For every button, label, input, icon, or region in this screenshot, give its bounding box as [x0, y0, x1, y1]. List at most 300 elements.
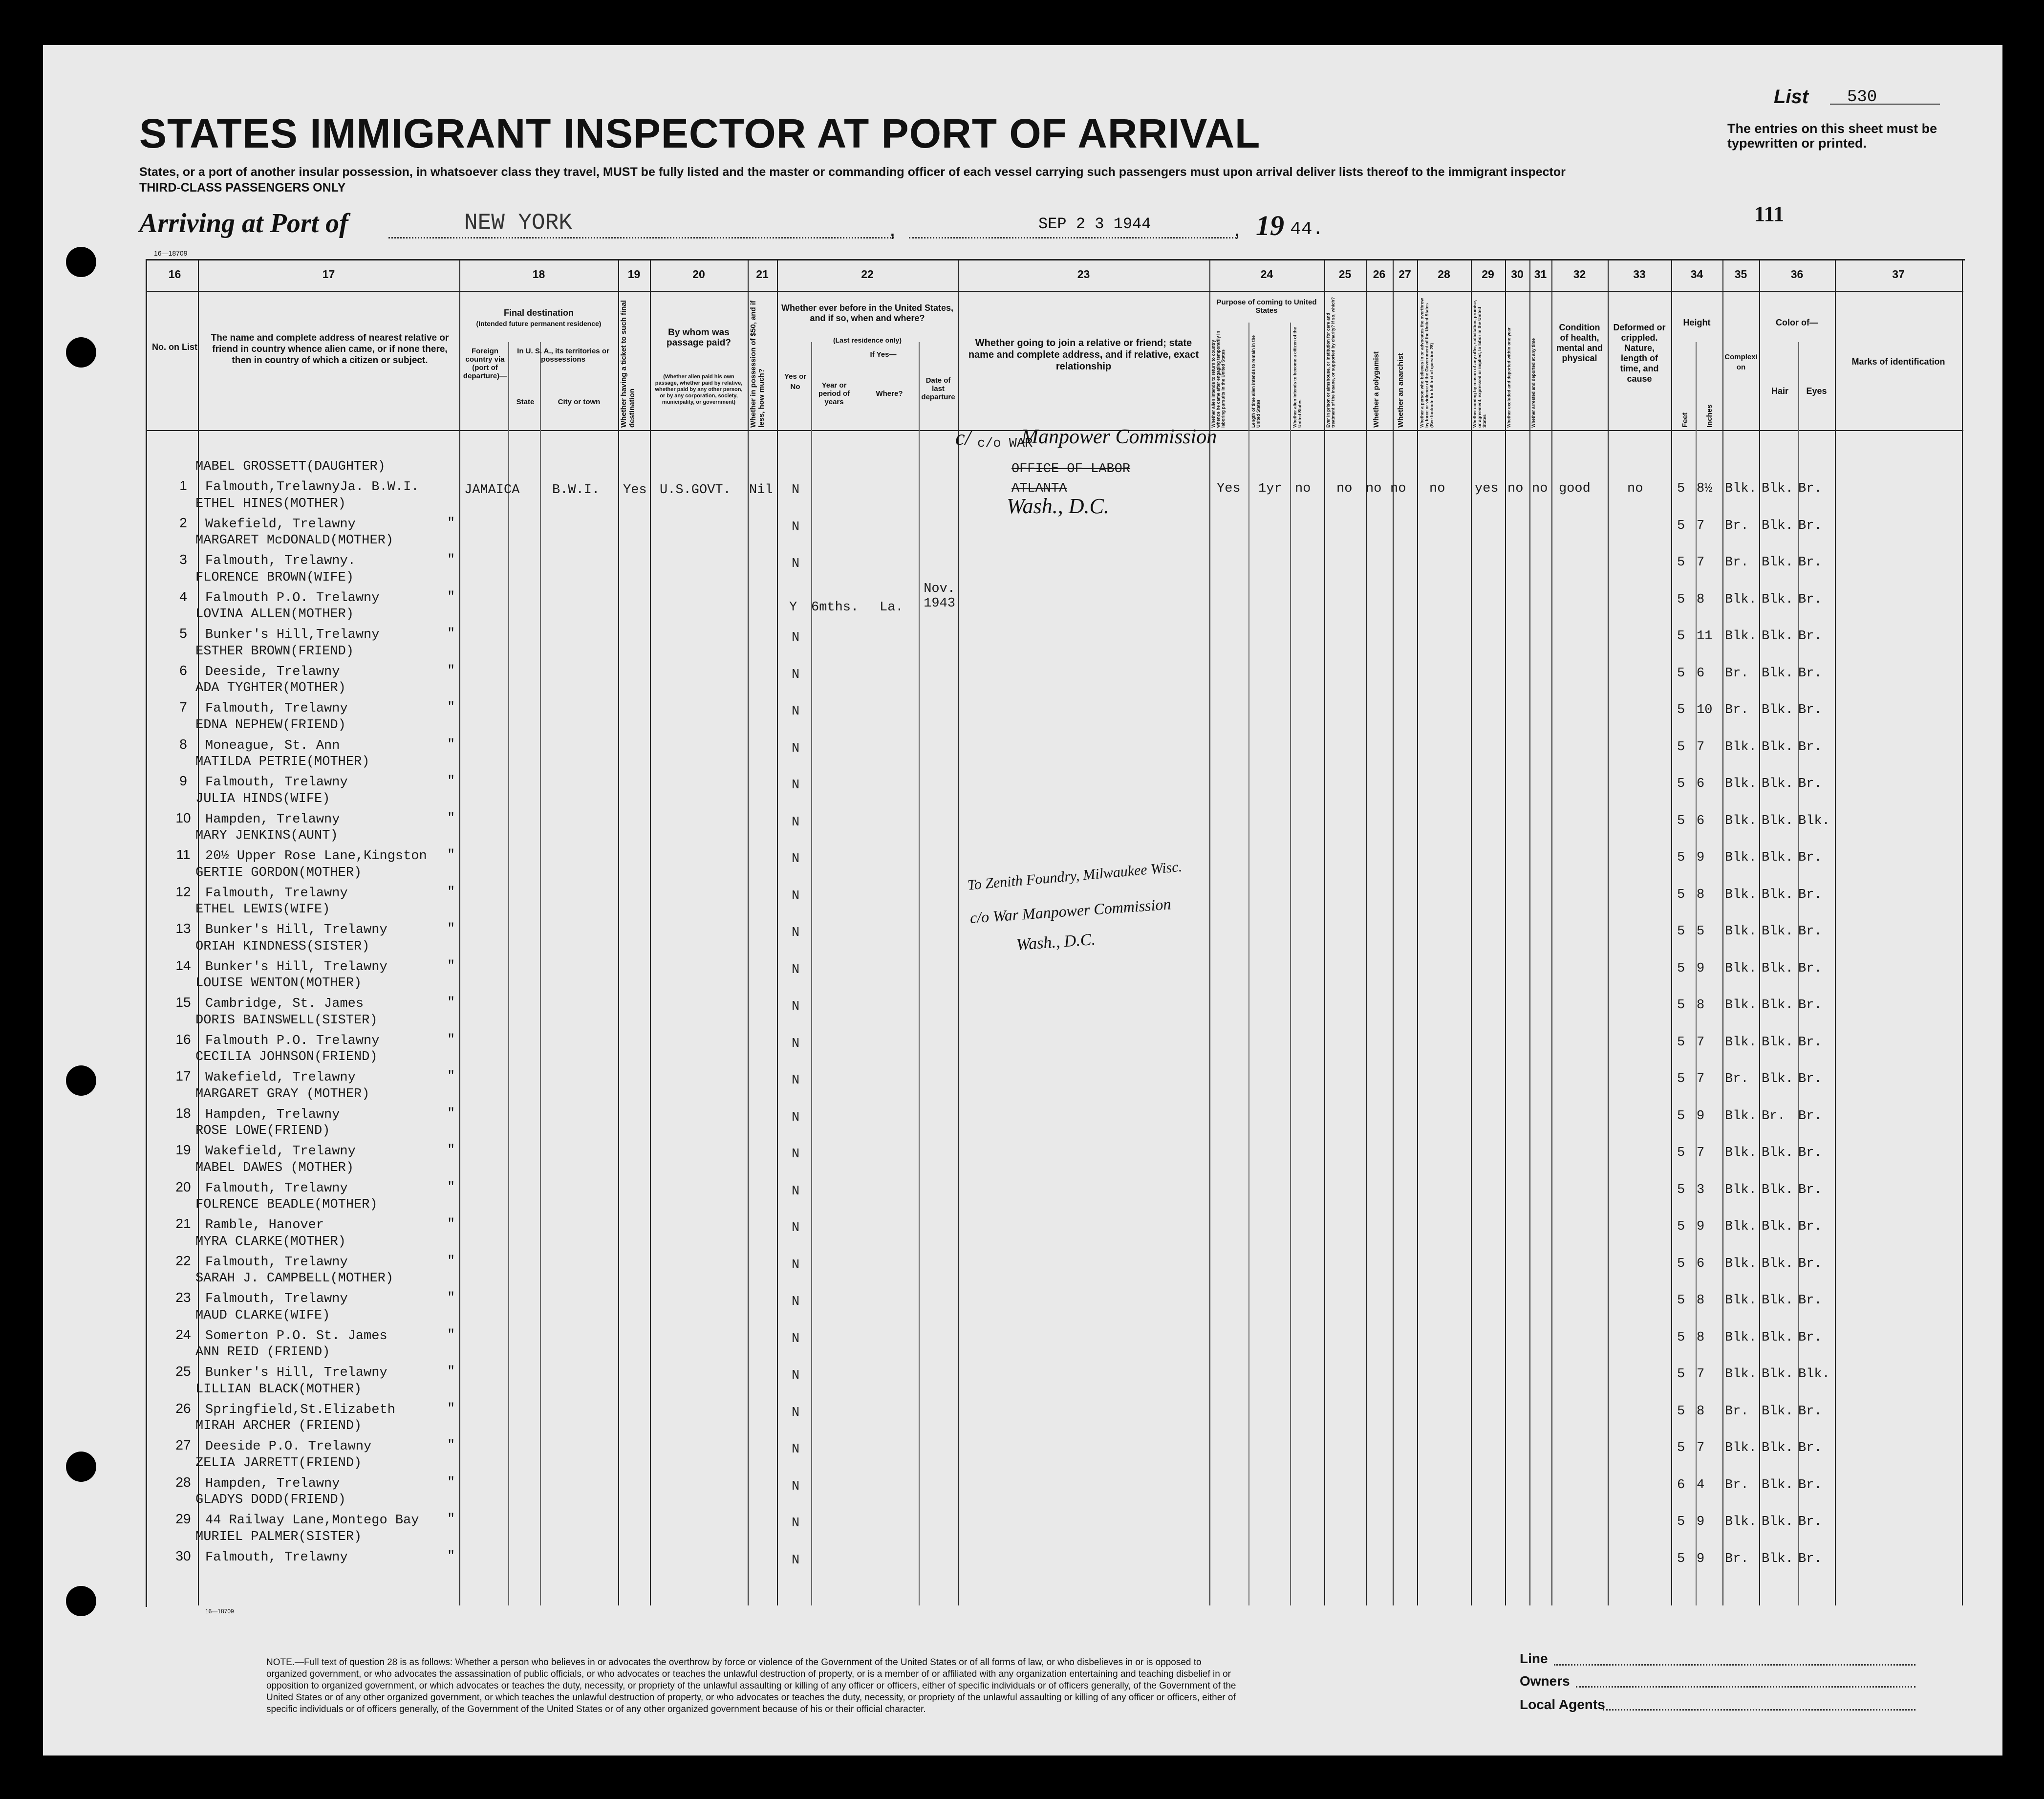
height-inches: 7 [1697, 555, 1705, 570]
row-number: 18 [175, 1105, 191, 1121]
ditto-mark: " [447, 516, 455, 531]
relative-address: Moneague, St. Ann [205, 738, 340, 753]
row1-q25: no [1336, 481, 1353, 496]
row1-health: good [1559, 481, 1591, 496]
ditto-mark: " [447, 1180, 455, 1195]
eye-color: Br. [1798, 998, 1822, 1013]
hdr-foreign-country: Foreign country via (port of departure)— [463, 347, 507, 380]
relative-address: Falmouth, Trelawny [205, 1292, 348, 1306]
hdr-yes-no: Yes or No [784, 372, 807, 391]
row1-q30: no [1507, 481, 1524, 496]
hdr-feet: Feet [1681, 412, 1689, 428]
eye-color: Br. [1798, 1182, 1822, 1197]
row-number: 20 [175, 1179, 191, 1194]
relative-name: MARGARET McDONALD(MOTHER) [195, 533, 394, 548]
hair-color: Blk. [1762, 1515, 1793, 1529]
hdr-ticket: Whether having a ticket to such final destination [620, 300, 636, 428]
hair-color: Blk. [1762, 1293, 1793, 1308]
height-feet: 5 [1677, 998, 1685, 1013]
complexion: Br. [1725, 1551, 1749, 1566]
row-number: 5 [179, 626, 187, 641]
ditto-mark: " [447, 811, 455, 826]
height-inches: 6 [1697, 777, 1705, 791]
complexion: Blk. [1725, 629, 1757, 644]
height-feet: 5 [1677, 1256, 1685, 1271]
height-feet: 5 [1677, 924, 1685, 939]
col-num: 32 [1573, 268, 1586, 281]
row-number: 23 [175, 1290, 191, 1305]
ditto-mark: " [447, 1475, 455, 1490]
form-subtitle: States, or a port of another insular possession, in whatsoever class they travel, MUST be fully listed and the master or commanding officer of each vessel carrying such passengers must upon arrival deliver lists thereof to the immigrant inspector [139, 165, 1566, 179]
hdr-complexion: Complexion [1724, 353, 1758, 371]
relative-address: Hampden, Trelawny [205, 1476, 340, 1491]
relative-address: Wakefield, Trelawny [205, 1144, 356, 1159]
hdr-no-on-list: No. on List [152, 342, 197, 352]
eye-color: Br. [1798, 1256, 1822, 1271]
relative-name: LOUISE WENTON(MOTHER) [195, 976, 362, 991]
eye-color: Br. [1798, 1441, 1822, 1455]
hdr-relative: The name and complete address of nearest relative or friend in country whence alien came, or if none there, then in country of which a citizen or subject. [211, 333, 449, 366]
relative-address: Bunker's Hill, Trelawny [205, 923, 387, 937]
relative-name: ORIAH KINDNESS(SISTER) [195, 939, 370, 954]
prior-visit-yes-no: N [792, 483, 800, 498]
height-feet: 5 [1677, 1441, 1685, 1455]
complexion: Blk. [1725, 850, 1757, 865]
height-feet: 5 [1677, 555, 1685, 570]
hdr-height: Height [1683, 318, 1711, 327]
row-number: 17 [175, 1068, 191, 1084]
hdr-passage-note: (Whether alien paid his own passage, whether paid by relative, whether paid by any other person, or by any corporation, society, municipality, or government) [655, 374, 743, 405]
height-feet: 5 [1677, 1515, 1685, 1529]
complexion: Blk. [1725, 1219, 1757, 1234]
list-number: 530 [1847, 88, 1877, 107]
height-feet: 5 [1677, 887, 1685, 902]
height-feet: 5 [1677, 1182, 1685, 1197]
relative-address: Falmouth P.O. Trelawny [205, 1033, 380, 1048]
col-num: 34 [1690, 268, 1703, 281]
height-inches: 8 [1697, 1330, 1705, 1345]
ditto-mark: " [447, 885, 455, 900]
arrival-date-stamp: SEP 2 3 1944 [1038, 215, 1151, 233]
hair-color: Blk. [1762, 850, 1793, 865]
complexion: Blk. [1725, 1330, 1757, 1345]
hair-color: Blk. [1762, 1182, 1793, 1197]
hdr-hair: Hair [1771, 386, 1788, 396]
ditto-mark: " [447, 1401, 455, 1416]
eye-color: Br. [1798, 1330, 1822, 1345]
complexion: Br. [1725, 555, 1749, 570]
row1-purpose-c: no [1295, 481, 1311, 496]
relative-name: ETHEL LEWIS(WIFE) [195, 902, 330, 917]
complexion: Blk. [1725, 1182, 1757, 1197]
hair-color: Blk. [1762, 629, 1793, 644]
prior-visit-yes-no: N [792, 926, 800, 940]
eye-color: Br. [1798, 1219, 1822, 1234]
col-num: 31 [1534, 268, 1547, 281]
relative-address: Falmouth P.O. Trelawny [205, 590, 380, 606]
eye-color: Br. [1798, 1404, 1822, 1419]
ditto-mark: " [447, 1217, 455, 1232]
prior-visit-yes-no: N [792, 889, 800, 904]
eye-color: Br. [1798, 961, 1822, 976]
col-num: 29 [1482, 268, 1494, 281]
row-number: 26 [175, 1400, 191, 1416]
hair-color: Blk. [1762, 924, 1793, 939]
height-feet: 5 [1677, 666, 1685, 681]
complexion: Br. [1725, 1404, 1749, 1419]
row1-q26: no [1366, 481, 1382, 496]
relative-address: Somerton P.O. St. James [205, 1328, 387, 1344]
footnote-question-28: NOTE.—Full text of question 28 is as follows: Whether a person who believes in or advocates the overthrow by force or violence of the Government of the United States or of all forms of law, or who disbelieves in or is opposed to organized government, or who advocates the assassination of public officials, or who advocates or teaches the unlawful destruction of property, or is a member of or affiliated with any organization entertaining and teaching disbelief in or opposition to organized government, or which advocates or teaches the duty, necessity, or propriety of the unlawful assaulting or killing of any officer or officers, either of specific individuals or of officers generally, of the Government of the United States or of any other organized government, or which teaches the unlawful destruction of property, or who advocates or teaches the duty, necessity, or propriety of the unlawful assaulting or killing of any officer or officers, either of specific individuals or of officers generally, of the Government of the United States or of any other organized government because of his or their official character. [266, 1657, 1236, 1714]
relative-address: Springfield,St.Elizabeth [205, 1402, 395, 1417]
col-num: 26 [1373, 268, 1386, 281]
eye-color: Blk. [1798, 1367, 1830, 1382]
hdr-q30: Whether excluded and deported within one year [1506, 327, 1511, 428]
complexion: Blk. [1725, 961, 1757, 976]
page-number: 111 [1754, 202, 1785, 226]
hdr-joining: Whether going to join a relative or friend; state name and complete address, and if relative, exact relationship [968, 338, 1199, 372]
height-feet: 5 [1677, 739, 1685, 755]
relative-name: MARGARET GRAY (MOTHER) [195, 1086, 370, 1102]
col-num: 21 [756, 268, 769, 281]
prior-visit-yes-no: N [792, 1073, 800, 1088]
prior-visit-yes-no: N [792, 741, 800, 756]
row-number: 16 [175, 1031, 191, 1047]
relative-address: Hampden, Trelawny [205, 812, 340, 827]
ditto-mark: " [447, 1365, 455, 1379]
relative-name: LOVINA ALLEN(MOTHER) [195, 607, 354, 622]
height-inches: 8 [1697, 998, 1705, 1013]
complexion: Br. [1725, 1072, 1749, 1086]
height-feet: 5 [1677, 850, 1685, 865]
hair-color: Blk. [1762, 1551, 1793, 1566]
height-feet: 5 [1677, 1404, 1685, 1419]
ditto-mark: " [447, 627, 455, 641]
relative-name: EDNA NEPHEW(FRIEND) [195, 717, 346, 733]
row1-purpose-b: 1yr [1258, 481, 1282, 496]
complexion: Blk. [1725, 481, 1757, 496]
ditto-mark: " [447, 922, 455, 936]
hdr-q29: Whether coming by reason of any offer, solicitation, promise, or agreement, expressed or implied, to labor in the United States [1472, 300, 1487, 428]
entry-instructions: The entries on this sheet must be typewritten or printed. [1727, 121, 1937, 151]
ditto-mark: " [447, 996, 455, 1010]
prior-visit-yes-no: N [792, 999, 800, 1014]
relative-name: ROSE LOWE(FRIEND) [195, 1124, 330, 1138]
height-inches: 9 [1697, 1108, 1705, 1124]
hair-color: Blk. [1762, 998, 1793, 1013]
ditto-mark: " [447, 1291, 455, 1305]
complexion: Blk. [1725, 592, 1757, 607]
col-num: 27 [1399, 268, 1411, 281]
eye-color: Br. [1798, 555, 1822, 570]
complexion: Blk. [1725, 1293, 1757, 1308]
prior-visit-yes-no: N [792, 1036, 800, 1051]
prior-visit-yes-no: N [792, 1516, 800, 1531]
row-number: 8 [179, 736, 187, 752]
joining-note1-city: Wash., D.C. [1007, 494, 1109, 518]
eye-color: Br. [1798, 703, 1822, 717]
complexion: Blk. [1725, 1108, 1757, 1124]
hdr-prison: Ever in prison or almshouse, or institution for care and treatment of the insane, or supported by charity? If so, which? [1326, 297, 1335, 428]
height-feet: 5 [1677, 1293, 1685, 1308]
eye-color: Br. [1798, 1515, 1822, 1529]
hdr-purpose-c: Whether alien intends to become a citizen of the United States [1292, 326, 1302, 428]
eye-color: Br. [1798, 739, 1822, 755]
relative-address: Ramble, Hanover [205, 1218, 324, 1233]
prior-visit-yes-no: N [792, 1110, 800, 1125]
hair-color: Blk. [1762, 739, 1793, 755]
relative-name: ETHEL HINES(MOTHER) [195, 496, 346, 511]
relative-address: Wakefield, Trelawny [205, 1070, 356, 1085]
relative-address: Falmouth, Trelawny. [205, 554, 356, 568]
prior-visit-yes-no: N [792, 1184, 800, 1199]
complexion: Blk. [1725, 887, 1757, 902]
relative-name: MARY JENKINS(AUNT) [195, 828, 338, 843]
hair-color: Blk. [1762, 1146, 1793, 1160]
ditto-mark: " [447, 553, 455, 567]
joining-note2-line1: To Zenith Foundry, Milwaukee Wisc. [967, 858, 1183, 893]
height-feet: 5 [1677, 813, 1685, 828]
eye-color: Br. [1798, 1108, 1822, 1124]
eye-color: Br. [1798, 850, 1822, 865]
relative-address: Bunker's Hill, Trelawny [205, 1366, 387, 1380]
prior-visit-yes-no: N [792, 1479, 800, 1494]
row-number: 3 [179, 552, 187, 567]
relative-address: Bunker's Hill,Trelawny [205, 628, 380, 642]
relative-address: Falmouth, Trelawny [205, 1550, 348, 1565]
complexion: Blk. [1725, 1035, 1757, 1050]
relative-address: Falmouth, Trelawny [205, 886, 348, 901]
relative-name: FOLRENCE BEADLE(MOTHER) [195, 1197, 378, 1212]
joining-note2-line2: c/o War Manpower Commission [969, 895, 1172, 927]
footer-line-label: Line [1520, 1651, 1548, 1666]
row1-country: JAMAICA [464, 483, 520, 498]
eye-color: Br. [1798, 924, 1822, 939]
hdr-purpose-a: Whether alien intends to return to country whence he came after engaging temporarily in laboring pursuits in the United States [1211, 330, 1226, 428]
col-num: 33 [1633, 268, 1646, 281]
height-inches: 9 [1697, 850, 1705, 865]
joining-note1-prefix: c/o WAR [977, 436, 1033, 451]
row1-q27: no [1390, 481, 1406, 496]
row-number: 7 [179, 699, 187, 715]
hdr-color-of: Color of— [1776, 318, 1818, 327]
prior-visit-yes-no: N [792, 520, 800, 535]
hdr-health: Condition of health, mental and physical [1556, 323, 1603, 363]
row4-prior-where: La. [880, 600, 904, 615]
ditto-mark: " [447, 1327, 455, 1343]
hdr-deformed: Deformed or crippled. Nature, length of time, and cause [1613, 323, 1666, 384]
row-number: 30 [175, 1548, 191, 1563]
row1-q29: yes [1475, 481, 1499, 496]
ditto-mark: " [447, 1143, 455, 1158]
hdr-q28: Whether a person who believes in or advocates the overthrow by force or violence of the Government of the United States (See footnote for full text of question 28) [1420, 298, 1434, 428]
row-number: 12 [175, 884, 191, 899]
height-feet: 5 [1677, 1072, 1685, 1086]
relative-name: MAUD CLARKE(WIFE) [195, 1308, 330, 1323]
ditto-mark: " [447, 1254, 455, 1269]
complexion: Br. [1725, 666, 1749, 681]
relative-address: Hampden, Trelawny [205, 1107, 340, 1122]
height-feet: 5 [1677, 703, 1685, 717]
prior-visit-yes-no: N [792, 1221, 800, 1235]
hdr-ever-before: Whether ever before in the United States, and if so, when and where? [781, 303, 954, 323]
hair-color: Blk. [1762, 1256, 1793, 1271]
height-inches: 6 [1697, 666, 1705, 681]
row-number: 1 [179, 478, 187, 493]
hair-color: Blk. [1762, 481, 1793, 496]
prior-visit-yes-no: N [792, 557, 800, 571]
binder-hole [66, 1452, 96, 1482]
relative-name: ZELIA JARRETT(FRIEND) [195, 1455, 362, 1471]
height-feet: 5 [1677, 961, 1685, 976]
prior-visit-yes-no: N [792, 667, 800, 682]
row1-purpose-a: Yes [1217, 481, 1241, 496]
hdr-anarchist: Whether an anarchist [1397, 353, 1405, 428]
relative-address: Falmouth, Trelawny [205, 775, 348, 790]
height-inches: 5 [1697, 924, 1705, 939]
relative-address: 44 Railway Lane,Montego Bay [205, 1513, 419, 1528]
row1-passage: U.S.GOVT. [660, 483, 731, 498]
hair-color: Blk. [1762, 1072, 1793, 1086]
complexion: Blk. [1725, 1515, 1757, 1529]
relative-name: FLORENCE BROWN(WIFE) [195, 570, 354, 585]
col-num: 25 [1338, 268, 1352, 281]
hdr-state: State [516, 398, 535, 406]
row1-money: Nil [749, 483, 773, 498]
row-number: 2 [179, 515, 187, 530]
hair-color: Blk. [1762, 1367, 1793, 1382]
height-feet: 5 [1677, 777, 1685, 791]
hdr-usa: In U. S. A., its territories or possessions [517, 347, 609, 364]
relative-address: Deeside P.O. Trelawny [205, 1439, 372, 1454]
hair-color: Blk. [1762, 518, 1793, 533]
hair-color: Blk. [1762, 813, 1793, 828]
relative-name: MURIEL PALMER(SISTER) [195, 1529, 362, 1544]
relative-name: MATILDA PETRIE(MOTHER) [195, 755, 370, 769]
height-inches: 10 [1697, 703, 1713, 717]
col-num: 30 [1511, 268, 1524, 281]
ditto-mark: " [447, 1069, 455, 1084]
prior-visit-yes-no: N [792, 852, 800, 867]
complexion: Blk. [1725, 1367, 1757, 1382]
relative-address: Cambridge, St. James [205, 997, 364, 1011]
relative-address: Deeside, Trelawny [205, 664, 340, 679]
relative-name: MYRA CLARKE(MOTHER) [195, 1234, 346, 1249]
eye-color: Br. [1798, 629, 1822, 644]
prior-visit-yes-no: N [792, 704, 800, 719]
col-num: 36 [1790, 268, 1804, 281]
prior-visit-yes-no: N [792, 1331, 800, 1346]
col-num: 19 [627, 268, 641, 281]
relative-name: MABEL GROSSETT(DAUGHTER) [195, 459, 386, 474]
complexion: Blk. [1725, 998, 1757, 1013]
height-inches: 7 [1697, 1441, 1705, 1455]
eye-color: Br. [1798, 1035, 1822, 1050]
hair-color: Blk. [1762, 666, 1793, 681]
ditto-mark: " [447, 774, 455, 789]
col-num: 17 [322, 268, 335, 281]
height-feet: 5 [1677, 1146, 1685, 1160]
hdr-final-destination-note: (Intended future permanent residence) [476, 320, 602, 327]
hair-color: Blk. [1762, 555, 1793, 570]
relative-address: Falmouth,TrelawnyJa. B.W.I. [205, 480, 419, 495]
height-feet: 5 [1677, 518, 1685, 533]
row-number: 10 [175, 810, 191, 825]
prior-visit-yes-no: N [792, 962, 800, 977]
eye-color: Br. [1798, 1551, 1822, 1566]
hdr-date-last: Date of last departure [921, 376, 955, 401]
relative-name: SARAH J. CAMPBELL(MOTHER) [195, 1271, 394, 1286]
col-num: 24 [1260, 268, 1273, 281]
prior-visit-yes-no: N [792, 1295, 800, 1309]
row1-state: B.W.I. [552, 483, 600, 498]
height-feet: 5 [1677, 1367, 1685, 1382]
relative-address: 20½ Upper Rose Lane,Kingston [205, 849, 427, 864]
relative-name: ANN REID (FRIEND) [195, 1345, 330, 1360]
height-inches: 9 [1697, 1219, 1705, 1234]
hdr-eyes: Eyes [1806, 386, 1827, 396]
relative-name: LILLIAN BLACK(MOTHER) [195, 1382, 362, 1397]
height-inches: 7 [1697, 1146, 1705, 1160]
hdr-final-destination: Final destination [503, 308, 574, 318]
third-class-note: THIRD-CLASS PASSENGERS ONLY [139, 181, 346, 195]
row1-ticket: Yes [623, 483, 647, 498]
relative-name: GERTIE GORDON(MOTHER) [195, 865, 362, 880]
hdr-inches: Inches [1705, 404, 1714, 428]
hdr-where: Where? [876, 390, 903, 398]
eye-color: Br. [1798, 1146, 1822, 1160]
height-inches: 8 [1697, 887, 1705, 902]
hair-color: Blk. [1762, 592, 1793, 607]
year-prefix: 19 [1256, 210, 1284, 241]
eye-color: Br. [1798, 887, 1822, 902]
relative-name: GLADYS DODD(FRIEND) [195, 1493, 346, 1507]
row-number: 13 [175, 921, 191, 936]
height-inches: 6 [1697, 1256, 1705, 1271]
prior-visit-yes-no: N [792, 1257, 800, 1273]
ditto-mark: " [447, 663, 455, 678]
eye-color: Br. [1798, 518, 1822, 533]
height-inches: 11 [1697, 629, 1713, 644]
prior-visit-yes-no: N [792, 815, 800, 830]
row4-prior-yes: Y [789, 600, 797, 615]
hdr-year-period: Year or period of years [818, 381, 850, 406]
height-inches: 9 [1697, 961, 1705, 976]
height-feet: 5 [1677, 1219, 1685, 1234]
row-number: 14 [175, 957, 191, 973]
hdr-ever-before-note: (Last residence only) [833, 336, 902, 344]
binder-hole [66, 337, 96, 368]
complexion: Blk. [1725, 924, 1757, 939]
relative-address: Falmouth, Trelawny [205, 701, 348, 716]
hdr-marks: Marks of identification [1851, 357, 1945, 367]
height-feet: 5 [1677, 1035, 1685, 1050]
height-feet: 5 [1677, 1330, 1685, 1345]
complexion: Blk. [1725, 813, 1757, 828]
row-number: 28 [175, 1474, 191, 1490]
joining-note1-struck-city: ATLANTA [1011, 481, 1067, 496]
complexion: Blk. [1725, 777, 1757, 791]
height-inches: 8 [1697, 592, 1705, 607]
ditto-mark: " [447, 1438, 455, 1453]
relative-name: MABEL DAWES (MOTHER) [195, 1160, 354, 1175]
relative-name: DORIS BAINSWELL(SISTER) [195, 1013, 378, 1028]
eye-color: Br. [1798, 481, 1822, 496]
row1-deformed: no [1627, 481, 1643, 496]
hair-color: Blk. [1762, 1219, 1793, 1234]
height-feet: 5 [1677, 1108, 1685, 1124]
form-code: 16—18709 [154, 249, 188, 257]
